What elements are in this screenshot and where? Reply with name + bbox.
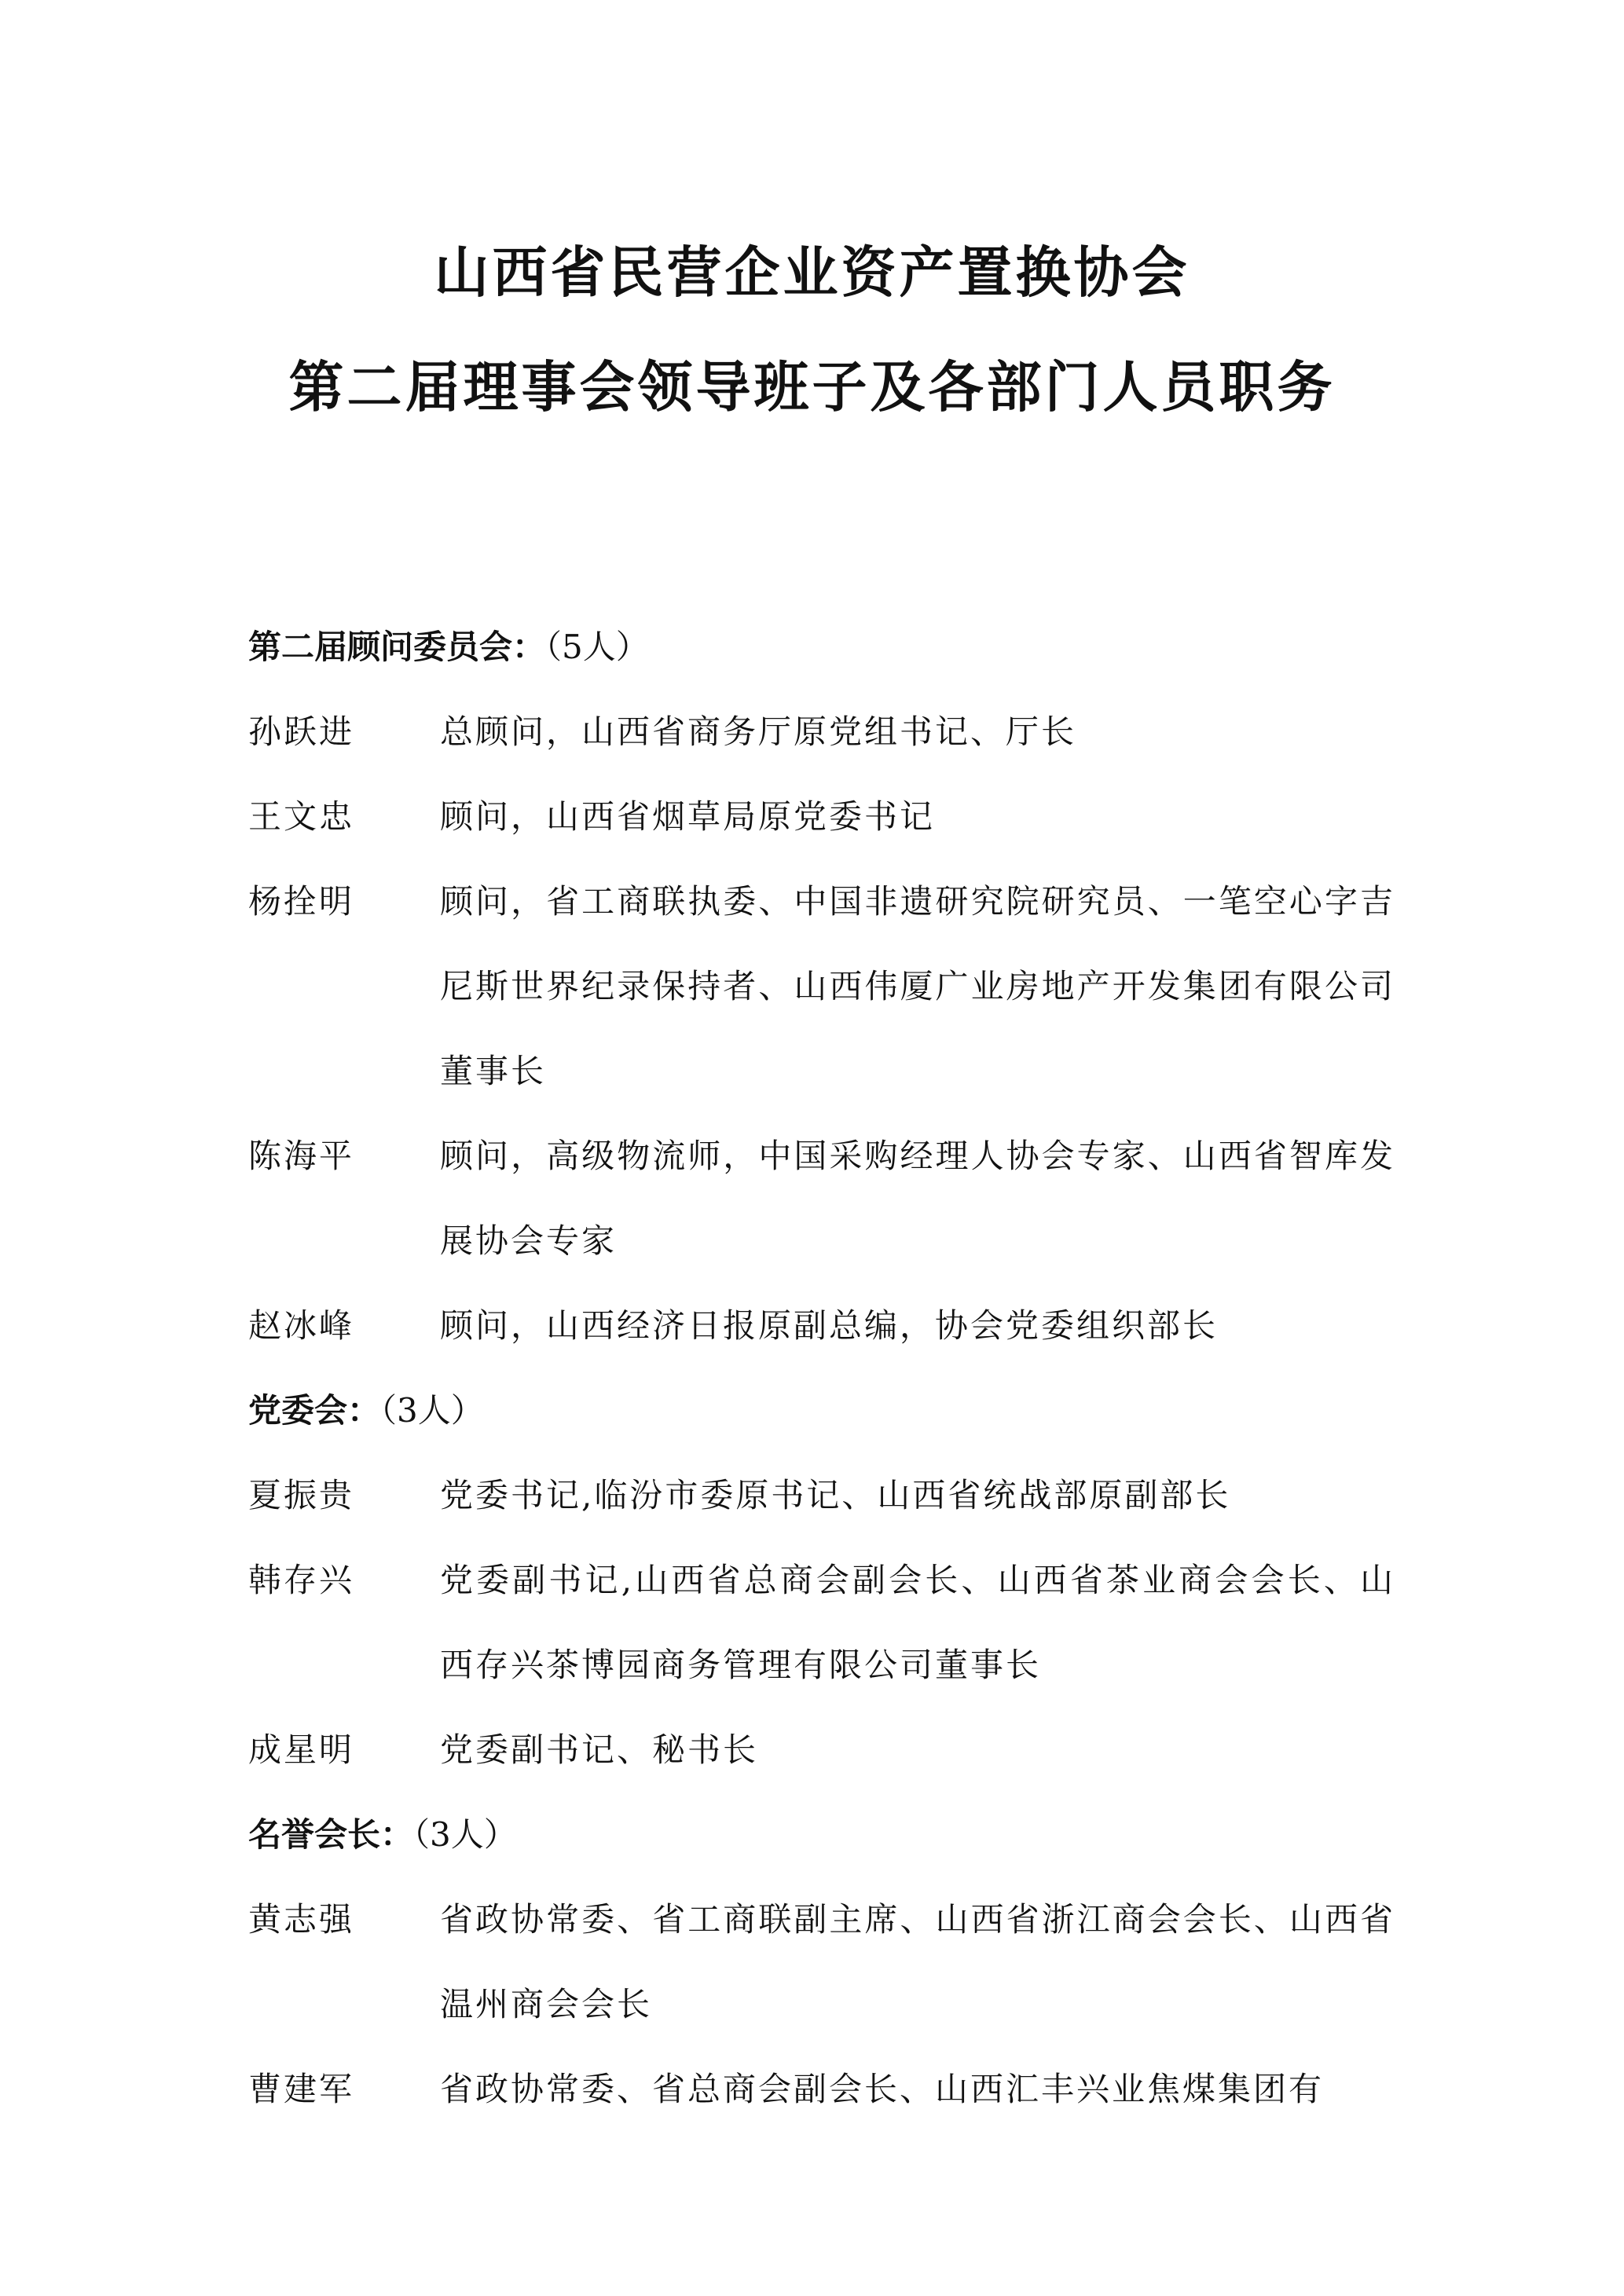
- member-name: 王文忠: [248, 797, 355, 836]
- member-role: 顾问，省工商联执委、中国非遗研究院研究员、一笔空心字吉尼斯世界纪录保持者、山西伟厦广业房地产开发集团有限公司董事长: [440, 882, 1395, 1090]
- member-entry: [248, 1114, 1395, 1283]
- member-role: 党委副书记、秘书长: [440, 1730, 759, 1769]
- member-entry: [248, 859, 1395, 1114]
- member-name: 黄志强: [248, 1900, 355, 1939]
- section-member-count: （5人）: [545, 628, 649, 666]
- section-heading-label: 第二届顾问委员会：: [248, 628, 546, 666]
- section-advisory-committee: [248, 605, 1395, 1368]
- section-heading-label: 党委会：: [248, 1391, 381, 1430]
- member-role: 省政协常委、省工商联副主席、山西省浙江商会会长、山西省温州商会会长: [440, 1900, 1395, 2023]
- section-heading-label: 名誉会长：: [248, 1815, 414, 1854]
- section-party-committee: [248, 1368, 1395, 1792]
- member-name: 孙跃进: [248, 712, 355, 751]
- member-entry: [248, 2047, 1395, 2132]
- document-body: [248, 605, 1395, 2132]
- member-entry: [248, 1708, 1395, 1792]
- document-title-line-2: 第二届理事会领导班子及各部门人员职务: [288, 354, 1336, 419]
- section-member-count: （3人）: [413, 1815, 517, 1854]
- member-role: 省政协常委、省总商会副会长、山西汇丰兴业焦煤集团有: [440, 2070, 1325, 2108]
- member-role: 顾问，山西省烟草局原党委书记: [440, 797, 936, 836]
- member-name: 成星明: [248, 1730, 355, 1769]
- member-entry: [248, 690, 1395, 774]
- member-role: 党委副书记,山西省总商会副会长、山西省茶业商会会长、山西存兴茶博园商务管理有限公司董事长: [440, 1561, 1395, 1684]
- member-name: 赵冰峰: [248, 1306, 355, 1345]
- member-name: 杨拴明: [248, 882, 355, 921]
- member-entry: [248, 1538, 1395, 1708]
- section-member-count: （3人）: [380, 1391, 484, 1430]
- member-entry: [248, 774, 1395, 859]
- member-entry: [248, 1283, 1395, 1368]
- member-name: 陈海平: [248, 1137, 355, 1175]
- member-name: 韩存兴: [248, 1561, 355, 1599]
- member-role: 党委书记,临汾市委原书记、山西省统战部原副部长: [440, 1476, 1231, 1514]
- section-heading: [248, 605, 1395, 690]
- member-entry: [248, 1453, 1395, 1538]
- member-name: 曹建军: [248, 2070, 355, 2108]
- member-role: 顾问，高级物流师，中国采购经理人协会专家、山西省智库发展协会专家: [440, 1137, 1395, 1260]
- member-role: 顾问，山西经济日报原副总编，协会党委组织部长: [440, 1306, 1219, 1345]
- document-title-line-1: 山西省民营企业资产置换协会: [434, 240, 1190, 305]
- member-name: 夏振贵: [248, 1476, 355, 1514]
- section-heading: [248, 1368, 1395, 1453]
- member-role: 总顾问，山西省商务厅原党组书记、厅长: [440, 712, 1077, 751]
- member-entry: [248, 1877, 1395, 2047]
- section-heading: [248, 1792, 1395, 1877]
- section-honorary-presidents: [248, 1792, 1395, 2132]
